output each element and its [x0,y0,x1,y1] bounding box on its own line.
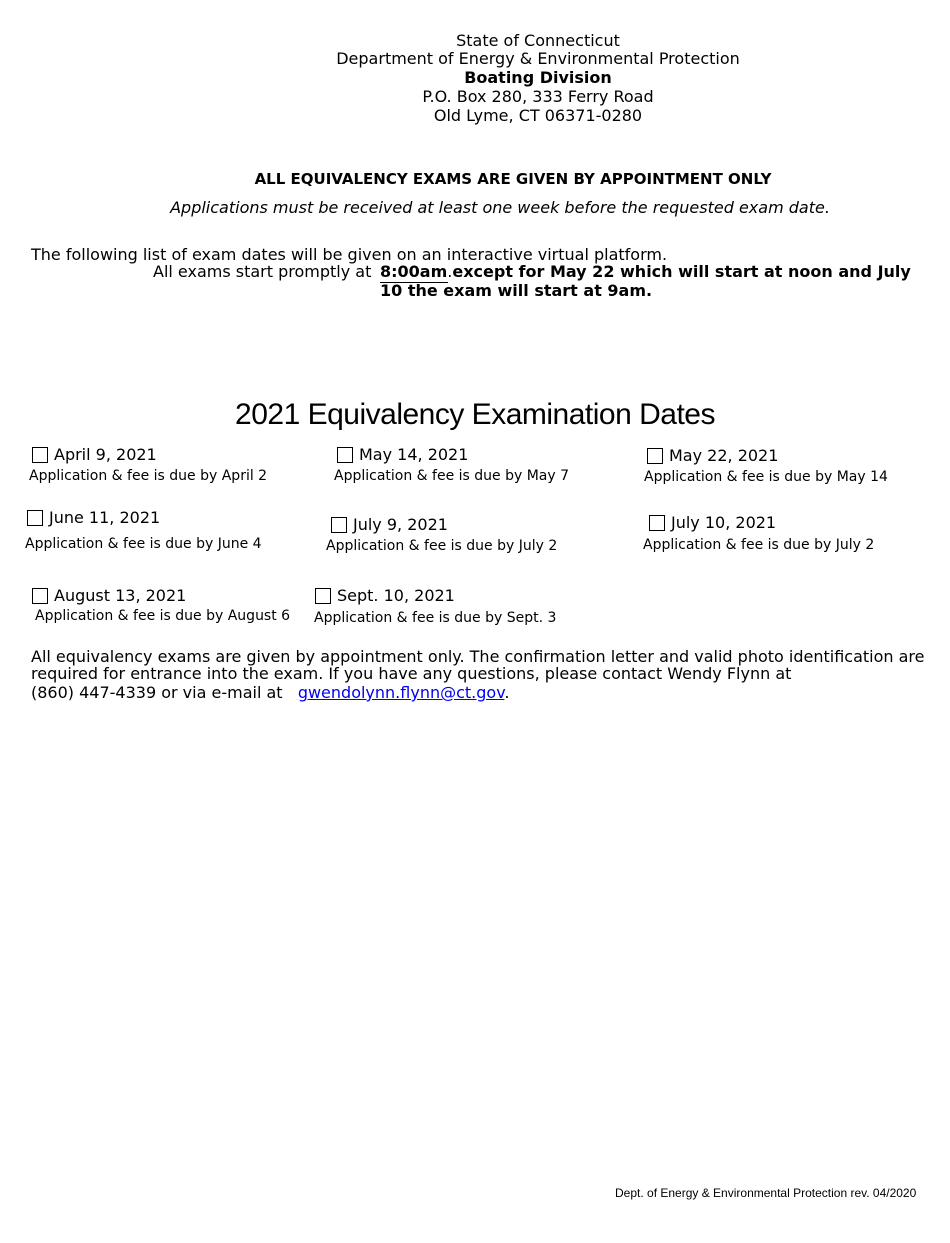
checkbox[interactable] [649,515,665,531]
contact-phone-text: (860) 447-4339 or via e-mail at [31,683,283,702]
checkbox[interactable] [32,588,48,604]
header-department: Department of Energy & Environmental Protection [336,49,740,68]
exam-due-august-13: Application & fee is due by August 6 [35,608,291,624]
header-address-2: Old Lyme, CT 06371-0280 [433,106,643,125]
checkbox[interactable] [32,447,48,463]
exam-due-july-9: Application & fee is due by July 2 [326,538,558,554]
exception-text-2: 10 the exam will start at 9am. [380,281,653,300]
checkbox[interactable] [27,510,43,526]
start-time-line [380,262,911,281]
exam-date-april-9[interactable]: April 9, 2021 [32,445,157,465]
exam-date-may-22[interactable]: May 22, 2021 [647,446,778,466]
exam-date-july-10[interactable]: July 10, 2021 [649,513,776,533]
start-prefix: All exams start promptly at [153,262,372,281]
appointment-notice: ALL EQUIVALENCY EXAMS ARE GIVEN BY APPOINTMENT ONLY [254,170,772,188]
start-time: 8:00am [380,262,448,281]
checkbox[interactable] [331,517,347,533]
exam-due-april-9: Application & fee is due by April 2 [29,468,268,484]
header-address-1: P.O. Box 280, 333 Ferry Road [422,87,654,106]
contact-line-1: All equivalency exams are given by appointment only. The confirmation letter and valid photo identification are [31,647,925,666]
exam-due-june-11: Application & fee is due by June 4 [25,536,262,552]
exam-date-may-14[interactable]: May 14, 2021 [337,445,468,465]
exam-date-sept-10[interactable]: Sept. 10, 2021 [315,586,455,606]
contact-period: . [504,683,510,702]
contact-line-3 [31,683,510,702]
contact-line-2: required for entrance into the exam. If you have any questions, please contact Wendy Flynn at [31,664,792,683]
platform-text: The following list of exam dates will be given on an interactive virtual platform. [31,245,668,264]
checkbox[interactable] [337,447,353,463]
deadline-notice: Applications must be received at least one week before the requested exam date. [170,198,830,217]
exam-date-july-9[interactable]: July 9, 2021 [331,515,448,535]
page-title: 2021 Equivalency Examination Dates [235,398,715,431]
email-link[interactable]: gwendolynn.flynn@ct.gov [297,683,505,702]
exam-due-may-22: Application & fee is due by May 14 [644,469,888,485]
checkbox[interactable] [647,448,663,464]
exception-text-1: except for May 22 which will start at noon and July [452,262,911,281]
header-state: State of Connecticut [456,31,620,50]
start-period: . [447,262,453,281]
footer-revision: Dept. of Energy & Environmental Protection rev. 04/2020 [615,1186,917,1200]
exam-due-july-10: Application & fee is due by July 2 [643,537,875,553]
exam-due-may-14: Application & fee is due by May 7 [334,468,570,484]
checkbox[interactable] [315,588,331,604]
exam-due-sept-10: Application & fee is due by Sept. 3 [314,610,557,626]
exam-date-june-11[interactable]: June 11, 2021 [27,508,160,528]
header-division: Boating Division [464,68,612,87]
exam-date-august-13[interactable]: August 13, 2021 [32,586,186,606]
